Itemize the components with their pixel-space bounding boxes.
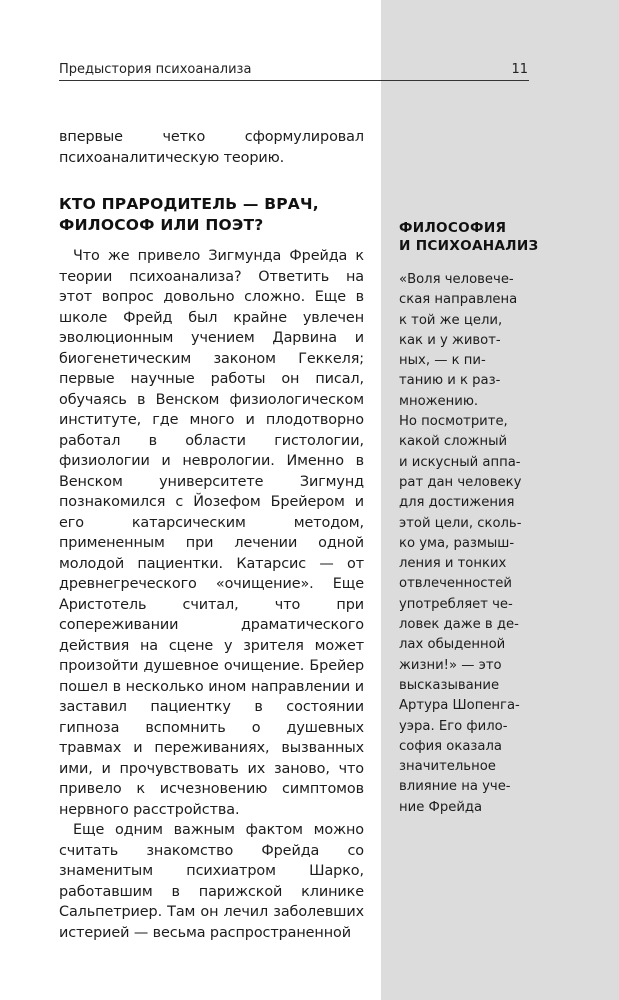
- sidebar-quote-line: отвлеченностей: [399, 576, 512, 592]
- sidebar-quote-text: [399, 270, 599, 818]
- sidebar-quote-line: для достижения: [399, 495, 515, 511]
- body-paragraph-2: Еще одним важным фактом можно считать знакомство Фрейда со знаменитым психиатром Шарко, работавшим в парижской клинике Сальпетриер. Там он лечил заболевших истерией — весьма распространенной: [59, 822, 364, 941]
- sidebar-quote-line: какой сложный: [399, 434, 508, 450]
- sidebar-title-line-2: И ПСИХОАНАЛИЗ: [399, 238, 539, 254]
- sidebar-quote-line: «Воля человече-: [399, 272, 514, 287]
- sidebar-title-line-1: ФИЛОСОФИЯ: [399, 220, 507, 236]
- sidebar-quote-box: [399, 219, 599, 818]
- intro-paragraph: впервые четко сформулировал психоаналитическую теорию.: [59, 129, 364, 166]
- sidebar-quote-line: употребляет че-: [399, 596, 513, 612]
- section-heading: [59, 194, 364, 236]
- sidebar-quote-line: к той же цели,: [399, 312, 503, 328]
- sidebar-title: [399, 219, 599, 255]
- sidebar-quote-line: множению.: [399, 393, 479, 409]
- sidebar-quote-line: как и у живот-: [399, 332, 501, 348]
- sidebar-quote-line: жизни!» — это: [399, 657, 502, 673]
- sidebar-quote-line: Артура Шопенга-: [399, 698, 520, 714]
- sidebar-quote-line: софия оказала: [399, 738, 503, 754]
- sidebar-quote-line: ко ума, размыш-: [399, 535, 515, 551]
- sidebar-quote-line: танию и к раз-: [399, 373, 501, 389]
- sidebar-quote-line: значительное: [399, 759, 496, 775]
- sidebar-quote-line: Но посмотрите,: [399, 414, 508, 430]
- running-header: [59, 58, 529, 81]
- sidebar-quote-line: влияние на уче-: [399, 779, 511, 795]
- sidebar-quote-line: ние Фрейда: [399, 799, 483, 815]
- page-number: 11: [511, 62, 528, 77]
- sidebar-quote-line: рат дан человеку: [399, 474, 522, 490]
- sidebar-quote-line: ловек даже в де-: [399, 617, 519, 633]
- sidebar-quote-line: и искусный аппа-: [399, 454, 521, 470]
- running-header-title: Предыстория психоанализа: [59, 62, 252, 77]
- sidebar-quote-line: ления и тонких: [399, 556, 507, 572]
- sidebar-quote-line: лах обыденной: [399, 637, 506, 653]
- section-heading-line-2: ФИЛОСОФ ИЛИ ПОЭТ?: [59, 216, 264, 234]
- sidebar-quote-line: высказывание: [399, 677, 500, 693]
- section-heading-line-1: КТО ПРАРОДИТЕЛЬ — ВРАЧ,: [59, 195, 319, 213]
- main-text-column: [59, 127, 364, 943]
- sidebar-quote-line: уэра. Его фило-: [399, 718, 508, 734]
- sidebar-quote-line: ская направлена: [399, 292, 518, 308]
- body-paragraph-1: Что же привело Зигмунда Фрейда к теории психоанализа? Ответить на этот вопрос довольно сложно. Еще в школе Фрейд был крайне увлечен эволюционным учением Дарвина и биогенетическим законом Геккеля; первые научные работы он писал, обучаясь в Венском физиологическом институте, где много и плодотворно работал в области гистологии, физиологии и неврологии. Именно в Венском университете Зигмунд познакомился с Йозефом Брейером и его катарсическим методом, примененным при лечении одной молодой пациентки. Катарсис — от древнегреческого «очищение». Еще Аристотель считал, что при сопереживании драматического действия на сцене у зрителя может произойти душевное очищение. Брейер пошел в несколько ином направлении и заставил пациентку в состоянии гипноза вспомнить о душевных травмах и переживаниях, вызванных ими, и прочувствовать их заново, что привело к исчезновению симптомов нервного расстройства.: [59, 248, 364, 818]
- sidebar-quote-line: ных, — к пи-: [399, 353, 486, 369]
- sidebar-quote-line: этой цели, сколь-: [399, 515, 522, 531]
